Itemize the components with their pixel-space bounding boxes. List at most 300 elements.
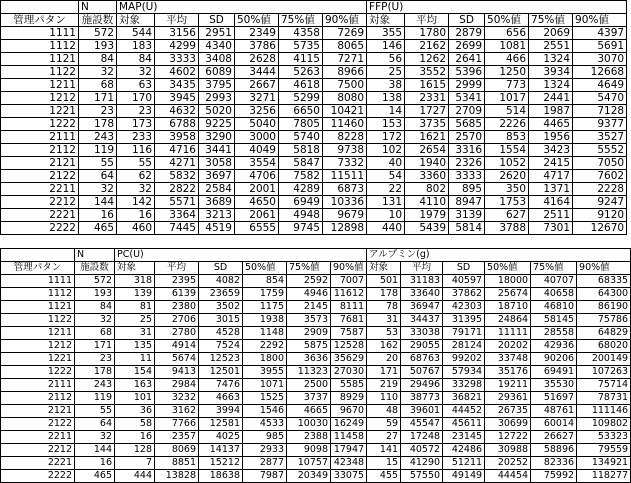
col-header: SD (443, 262, 485, 275)
table-cell: 31395 (443, 314, 485, 327)
table-cell: 3435 (155, 79, 199, 92)
row-label-pattern: 2122 (1, 418, 75, 431)
table-cell: 7524 (199, 340, 243, 353)
table-cell: 318 (115, 275, 155, 288)
table-cell: 10030 (287, 418, 331, 431)
row-label-pattern: 2112 (1, 392, 75, 405)
table-cell: 2699 (449, 40, 485, 53)
table-cell: 56 (367, 53, 405, 66)
table-cell: 119 (75, 392, 115, 405)
table-cell: 4340 (199, 40, 235, 53)
table-cell: 144 (79, 196, 117, 209)
table-cell: 6555 (235, 222, 279, 235)
table-cell: 3139 (449, 209, 485, 222)
table-cell: 5685 (449, 118, 485, 131)
table-cell: 84 (79, 53, 117, 66)
table-cell: 33075 (331, 470, 367, 483)
table-cell: 4025 (199, 431, 243, 444)
table-cell: 16 (117, 209, 155, 222)
row-label-pattern: 1122 (1, 314, 75, 327)
table-cell: 1371 (529, 183, 573, 196)
col-header: 75%値 (287, 262, 331, 275)
table-row (1, 105, 627, 118)
table-cell: 3156 (155, 27, 199, 40)
table-cell: 2993 (199, 92, 235, 105)
table-cell: 102 (367, 144, 405, 157)
table-cell: 163 (115, 379, 155, 392)
table-cell: 7476 (199, 379, 243, 392)
table-cell: 40658 (531, 288, 577, 301)
table-row (1, 431, 631, 444)
table-cell: 12523 (199, 353, 243, 366)
col-header: 75%値 (531, 262, 577, 275)
table-cell: 25 (367, 66, 405, 79)
table-cell: 107263 (577, 366, 631, 379)
table-cell: 30699 (485, 418, 531, 431)
table-cell: 25674 (485, 288, 531, 301)
table-cell: 2001 (235, 183, 279, 196)
table-cell: 68763 (401, 353, 443, 366)
table-cell: 10336 (323, 196, 367, 209)
table-cell: 9670 (331, 405, 367, 418)
table-cell: 1250 (485, 66, 529, 79)
table-cell: 110 (367, 392, 401, 405)
table-cell: 8065 (323, 40, 367, 53)
table-cell: 853 (485, 131, 529, 144)
row-label-pattern: 1212 (1, 92, 79, 105)
table-cell: 27 (367, 431, 401, 444)
table-cell: 7582 (279, 170, 323, 183)
table-cell: 2584 (199, 183, 235, 196)
table-cell: 12501 (199, 366, 243, 379)
table-cell: 35530 (531, 379, 577, 392)
table-cell: 3958 (155, 131, 199, 144)
row-label-pattern: 1221 (1, 353, 75, 366)
row-label-pattern: 2212 (1, 196, 79, 209)
table-cell: 3788 (485, 222, 529, 235)
table-cell: 3552 (405, 66, 449, 79)
row-label-pattern: 2122 (1, 170, 79, 183)
row-label-pattern: 2121 (1, 405, 75, 418)
table-cell: 3573 (287, 314, 331, 327)
table-cell: 460 (117, 222, 155, 235)
table1-body (1, 27, 627, 235)
table-cell: 3994 (199, 405, 243, 418)
header-group-albumin: アルブミン(g) (367, 249, 631, 262)
table-cell: 656 (485, 27, 529, 40)
header-group-ffp: FFP(U) (367, 1, 627, 14)
table-cell: 109802 (577, 418, 631, 431)
table-cell: 134921 (577, 457, 631, 470)
header-n: N (75, 249, 115, 262)
table-cell: 1525 (243, 392, 287, 405)
table-cell: 11460 (323, 118, 367, 131)
table-cell: 5814 (449, 222, 485, 235)
table-cell: 4271 (155, 157, 199, 170)
table-cell: 48761 (531, 405, 577, 418)
table-cell: 2999 (449, 79, 485, 92)
table-cell: 78 (367, 301, 401, 314)
table-row (1, 183, 627, 196)
table-cell: 465 (79, 222, 117, 235)
table-cell: 16 (115, 431, 155, 444)
table-cell: 3786 (235, 40, 279, 53)
table-cell: 60014 (531, 418, 577, 431)
table-cell: 11323 (287, 366, 331, 379)
table-cell: 8111 (331, 301, 367, 314)
table-cell: 2395 (155, 275, 199, 288)
table-cell: 12670 (573, 222, 627, 235)
table-cell: 5439 (405, 222, 449, 235)
col-header: 対象 (117, 14, 155, 27)
row-label-pattern: 2212 (1, 444, 75, 457)
table-cell: 131 (367, 196, 405, 209)
table-cell: 1017 (485, 92, 529, 105)
table-cell: 23 (75, 353, 115, 366)
table-cell: 7587 (331, 327, 367, 340)
table-cell: 4632 (155, 105, 199, 118)
table-row (1, 288, 631, 301)
col-header: 管理パタン (1, 262, 75, 275)
table-cell: 10 (367, 209, 405, 222)
table-cell: 138 (367, 92, 405, 105)
table-row (1, 275, 631, 288)
table-cell: 7805 (279, 118, 323, 131)
table-cell: 4164 (529, 196, 573, 209)
table-cell: 55 (117, 157, 155, 170)
table-row (1, 353, 631, 366)
table-cell: 26735 (485, 405, 531, 418)
table-cell: 13828 (155, 470, 199, 483)
table-cell: 3232 (155, 392, 199, 405)
row-label-pattern: 1111 (1, 275, 75, 288)
row-label-pattern: 2221 (1, 457, 75, 470)
table-cell: 2331 (405, 92, 449, 105)
col-header: SD (199, 14, 235, 27)
table-cell: 118277 (577, 470, 631, 483)
col-header: 平均 (155, 14, 199, 27)
table-cell: 9098 (287, 444, 331, 457)
table-cell: 3554 (235, 157, 279, 170)
table-cell: 154 (115, 366, 155, 379)
table-cell: 2951 (199, 27, 235, 40)
table-cell: 24864 (485, 314, 531, 327)
col-header: 50%値 (485, 14, 529, 27)
table-cell: 2654 (405, 144, 449, 157)
table-cell: 7128 (573, 105, 627, 118)
table-cell: 4618 (279, 79, 323, 92)
table-cell: 39601 (401, 405, 443, 418)
table-cell: 50767 (401, 366, 443, 379)
table-cell: 68020 (577, 340, 631, 353)
table-row (1, 92, 627, 105)
table-cell: 5735 (279, 40, 323, 53)
table-cell: 5470 (573, 92, 627, 105)
table-cell: 49149 (443, 470, 485, 483)
row-label-pattern: 1211 (1, 79, 79, 92)
table-cell: 1727 (405, 105, 449, 118)
table-row (1, 131, 627, 144)
table-cell: 11511 (323, 170, 367, 183)
table-cell: 75786 (577, 314, 631, 327)
table-cell: 79559 (577, 444, 631, 457)
table-cell: 4358 (279, 27, 323, 40)
table-cell: 170 (117, 92, 155, 105)
table-cell: 183 (117, 40, 155, 53)
table-row (1, 170, 627, 183)
table-cell: 3423 (529, 144, 573, 157)
table-cell: 32 (75, 314, 115, 327)
table-cell: 6650 (279, 105, 323, 118)
table-cell: 128 (115, 444, 155, 457)
table-cell: 9738 (323, 144, 367, 157)
table-cell: 8080 (323, 92, 367, 105)
col-header: 平均 (155, 262, 199, 275)
table-cell: 8929 (331, 392, 367, 405)
col-header: 対象 (367, 14, 405, 27)
table-row (1, 444, 631, 457)
table-cell: 2292 (243, 340, 287, 353)
table-cell: 1324 (529, 53, 573, 66)
table-cell: 7 (115, 457, 155, 470)
table-cell: 572 (79, 27, 117, 40)
table-cell: 7050 (573, 157, 627, 170)
row-label-pattern: 1112 (1, 288, 75, 301)
table-cell: 7500 (323, 79, 367, 92)
table-cell: 6873 (323, 183, 367, 196)
row-label-pattern: 2121 (1, 157, 79, 170)
table-cell: 12668 (573, 66, 627, 79)
table-cell: 81 (115, 301, 155, 314)
table-cell: 25 (115, 314, 155, 327)
map-ffp-table (0, 0, 627, 235)
table-cell: 99202 (443, 353, 485, 366)
table-cell: 895 (449, 183, 485, 196)
pc-albumin-table (0, 248, 631, 483)
table-cell: 11111 (485, 327, 531, 340)
table-cell: 31 (115, 327, 155, 340)
table-cell: 18638 (199, 470, 243, 483)
table-cell: 116 (117, 144, 155, 157)
table-cell: 9679 (323, 209, 367, 222)
table-cell: 1615 (405, 79, 449, 92)
table-cell: 1621 (405, 131, 449, 144)
row-label-pattern: 1111 (1, 27, 79, 40)
table-cell: 4649 (573, 79, 627, 92)
table-cell: 3527 (573, 131, 627, 144)
table-cell: 55 (75, 405, 115, 418)
table-cell: 1780 (405, 27, 449, 40)
header-row-groups (1, 1, 627, 14)
table-row (1, 144, 627, 157)
table-cell: 38 (367, 79, 405, 92)
table-cell: 2641 (449, 53, 485, 66)
table-cell: 1987 (529, 105, 573, 118)
table-row (1, 379, 631, 392)
table-cell: 45611 (443, 418, 485, 431)
table-cell: 7007 (331, 275, 367, 288)
col-header: 管理パタン (1, 14, 79, 27)
table-cell: 111146 (577, 405, 631, 418)
table-row (1, 209, 627, 222)
table-cell: 162 (367, 340, 401, 353)
table-cell: 501 (367, 275, 401, 288)
table-cell: 7987 (243, 470, 287, 483)
table-cell: 32 (117, 183, 155, 196)
table-cell: 7602 (573, 170, 627, 183)
table-cell: 3360 (405, 170, 449, 183)
table-cell: 26627 (531, 431, 577, 444)
table-cell: 7681 (331, 314, 367, 327)
row-label-pattern: 1211 (1, 327, 75, 340)
table-cell: 3316 (449, 144, 485, 157)
table-row (1, 366, 631, 379)
table-cell: 5585 (331, 379, 367, 392)
table-cell: 38773 (401, 392, 443, 405)
table-cell: 3689 (199, 196, 235, 209)
table-cell: 2228 (573, 183, 627, 196)
table-cell: 178 (367, 288, 401, 301)
col-header: 対象 (367, 262, 401, 275)
col-header: 平均 (405, 14, 449, 27)
col-header: SD (199, 262, 243, 275)
table-cell: 17248 (401, 431, 443, 444)
table-cell: 178 (79, 118, 117, 131)
table-cell: 5040 (235, 118, 279, 131)
table-cell: 5818 (279, 144, 323, 157)
table-cell: 42936 (531, 340, 577, 353)
table-cell: 1546 (243, 405, 287, 418)
col-header: 90%値 (323, 14, 367, 27)
col-header: 50%値 (243, 262, 287, 275)
table-cell: 2162 (405, 40, 449, 53)
table-cell: 5740 (279, 131, 323, 144)
table-cell: 5847 (279, 157, 323, 170)
table-cell: 1753 (485, 196, 529, 209)
table-cell: 7271 (323, 53, 367, 66)
header-group-pc: PC(U) (115, 249, 367, 262)
row-label-pattern: 2222 (1, 470, 75, 483)
table-cell: 243 (79, 131, 117, 144)
table-cell: 2780 (155, 327, 199, 340)
table-cell: 2877 (243, 457, 287, 470)
table-cell: 79171 (443, 327, 485, 340)
table-cell: 4717 (529, 170, 573, 183)
table-cell: 444 (115, 470, 155, 483)
table-cell: 31183 (401, 275, 443, 288)
table-cell: 68335 (577, 275, 631, 288)
col-header: 施設数 (79, 14, 117, 27)
table-cell: 1324 (529, 79, 573, 92)
table-cell: 854 (243, 275, 287, 288)
table-cell: 3333 (155, 53, 199, 66)
table-cell: 8851 (155, 457, 199, 470)
table-cell: 572 (75, 275, 115, 288)
table-cell: 10757 (287, 457, 331, 470)
table-cell: 2380 (155, 301, 199, 314)
table-cell: 4289 (279, 183, 323, 196)
table-cell: 64300 (577, 288, 631, 301)
table-cell: 1262 (405, 53, 449, 66)
table-cell: 2511 (529, 209, 573, 222)
table-cell: 51697 (531, 392, 577, 405)
table-cell: 15212 (199, 457, 243, 470)
table-cell: 3162 (155, 405, 199, 418)
table-cell: 2226 (485, 118, 529, 131)
col-header: 対象 (115, 262, 155, 275)
table-cell: 5552 (573, 144, 627, 157)
table-cell: 33298 (443, 379, 485, 392)
table-cell: 40572 (401, 444, 443, 457)
table-cell: 8966 (323, 66, 367, 79)
row-label-pattern: 2211 (1, 431, 75, 444)
table-cell: 32 (79, 66, 117, 79)
table-cell: 2349 (235, 27, 279, 40)
table-cell: 90206 (531, 353, 577, 366)
table-cell: 4948 (279, 209, 323, 222)
col-header: SD (449, 14, 485, 27)
table-cell: 36821 (443, 392, 485, 405)
table-cell: 5299 (279, 92, 323, 105)
table-cell: 16 (79, 209, 117, 222)
header-row-columns (1, 14, 627, 27)
table-cell: 31 (367, 314, 401, 327)
table-cell: 139 (115, 288, 155, 301)
table-cell: 42348 (331, 457, 367, 470)
table-cell: 3735 (405, 118, 449, 131)
table-cell: 178 (75, 366, 115, 379)
table-cell: 5396 (449, 66, 485, 79)
table-cell: 5875 (287, 340, 331, 353)
table-cell: 3697 (199, 170, 235, 183)
table-cell: 7301 (529, 222, 573, 235)
table-cell: 11 (115, 353, 155, 366)
col-header: 75%値 (279, 14, 323, 27)
table-cell: 3015 (199, 314, 243, 327)
table-cell: 4528 (199, 327, 243, 340)
table-cell: 146 (367, 40, 405, 53)
table-cell: 4914 (155, 340, 199, 353)
row-label-pattern: 1112 (1, 40, 79, 53)
table-cell: 219 (367, 379, 401, 392)
header-row-columns (1, 262, 631, 275)
table-cell: 544 (117, 27, 155, 40)
table-cell: 23 (79, 105, 117, 118)
col-header: 平均 (401, 262, 443, 275)
table-cell: 2628 (235, 53, 279, 66)
table-cell: 32 (79, 183, 117, 196)
table-cell: 69491 (531, 366, 577, 379)
table-cell: 16249 (331, 418, 367, 431)
table-cell: 12898 (323, 222, 367, 235)
table-cell: 17947 (331, 444, 367, 457)
table-cell: 3213 (199, 209, 235, 222)
table-cell: 802 (405, 183, 449, 196)
table-row (1, 222, 627, 235)
table-cell: 2415 (529, 157, 573, 170)
table-cell: 4663 (199, 392, 243, 405)
table-cell: 6788 (155, 118, 199, 131)
table-cell: 20349 (287, 470, 331, 483)
table-cell: 15 (367, 457, 401, 470)
table-cell: 2592 (287, 275, 331, 288)
table-cell: 144 (75, 444, 115, 457)
table-cell: 42486 (443, 444, 485, 457)
table-cell: 2879 (449, 27, 485, 40)
table-row (1, 418, 631, 431)
col-header: 50%値 (235, 14, 279, 27)
table-cell: 2933 (243, 444, 287, 457)
